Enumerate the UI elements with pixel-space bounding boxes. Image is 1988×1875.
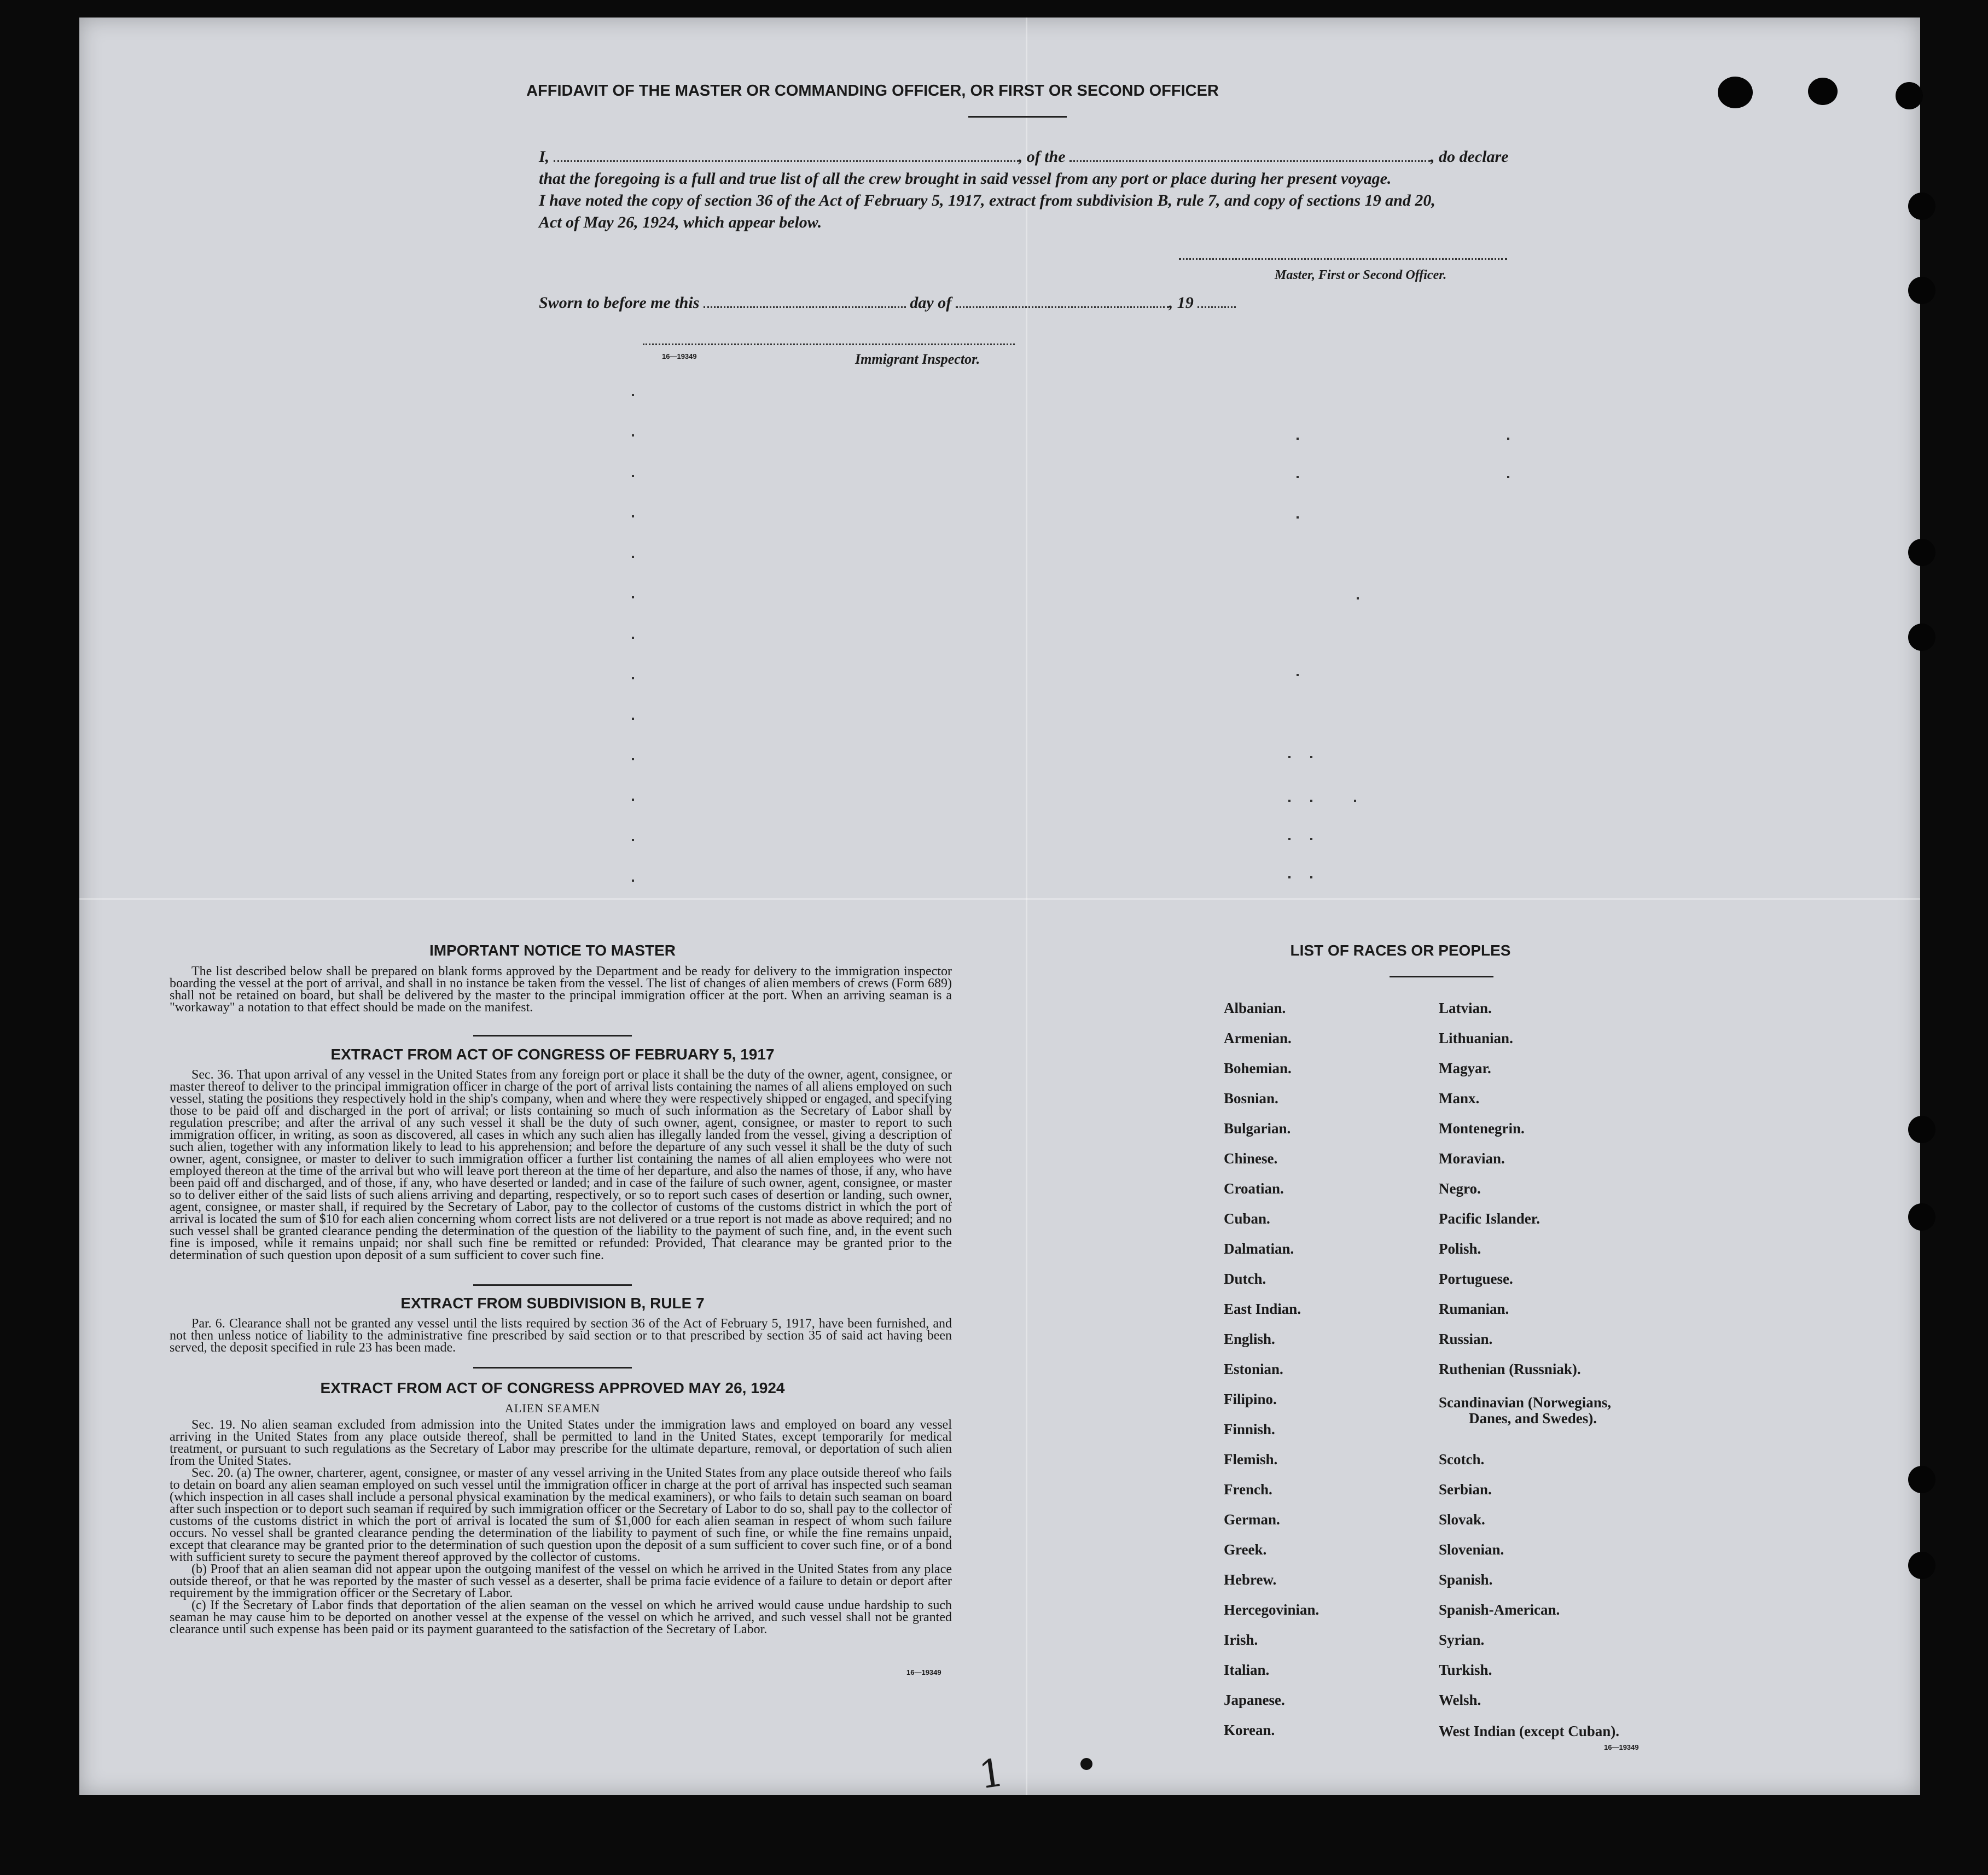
stray-mark — [1297, 674, 1299, 676]
stray-mark — [632, 799, 634, 801]
race-item: Turkish. — [1439, 1662, 1492, 1678]
punch-hole — [1908, 277, 1935, 304]
race-item: Pacific Islander. — [1439, 1210, 1540, 1227]
sworn-year-prefix: , 19 — [1169, 294, 1194, 312]
form-number-bottom-left: 16—19349 — [906, 1668, 941, 1676]
sworn-line — [539, 294, 1236, 312]
race-item: Chinese. — [1224, 1150, 1278, 1167]
stray-mark — [632, 758, 634, 760]
race-item: Ruthenian (Russniak). — [1439, 1361, 1581, 1377]
race-item: German. — [1224, 1511, 1280, 1528]
ink-blot — [1080, 1758, 1092, 1770]
extract-1917-body: Sec. 36. That upon arrival of any vessel in the United States from any foreign port or place it shall be the duty of the owner, agent, consignee, or master thereof to deliver to the principal immigration officer in charge of the port of arrival lists containing the names of all aliens employed on such vessel, stating the positions they respectively hold in the ship's company, when and where they were respectively shipped or engaged, and specifying those to be paid off and discharged in the port of arrival; or lists containing so much of such information as the Secretary of Labor shall by regulation prescribe; and after the arrival of any such vessel it shall be the duty of such owner, agent, consignee, or master to report to such immigration officer, in writing, as soon as discovered, all cases in which any such alien has illegally landed from the vessel, giving a description of such alien, together with any information likely to lead to his apprehension; and before the departure of any such vessel it shall be the duty of such owner, agent, consignee, or master to deliver to such immigration officer a further list containing the names of all alien employees who were not employed thereon at the time of the arrival but who will leave port thereon at the time of her departure, and also the names of those, if any, who have been paid off and discharged, and of those, if any, who have deserted or landed; and in case of the failure of such owner, agent, consignee, or master so to deliver either of the said lists of such aliens arriving and departing, respectively, or so to report such cases of desertion or landing, such owner, agent, consignee, or master shall, if required by the Secretary of Labor, pay to the collector of customs of the customs district in which the port of arrival is located the sum of $10 for each alien concerning whom correct lists are not delivered or a true report is not made as above required; and no such vessel shall be granted clearance pending the determination of the question of the liability to the payment of such fine, and, in the event such fine is imposed, while it remains unpaid; nor shall such fine be remitted or refunded: Provided, That clearance may be granted prior to the determination of such question upon deposit of a sum sufficient to cover such fine. — [170, 1068, 952, 1262]
signer-caption: Master, First or Second Officer. — [1275, 268, 1447, 282]
races-title: LIST OF RACES OR PEOPLES — [1290, 942, 1511, 959]
race-item: Greek. — [1224, 1541, 1267, 1558]
handwritten-mark: 1 — [976, 1750, 1007, 1798]
races-rule — [1390, 976, 1493, 977]
race-item: Bulgarian. — [1224, 1120, 1291, 1137]
race-item: Serbian. — [1439, 1481, 1492, 1498]
stray-mark — [632, 677, 634, 679]
line1-mid: , of the — [1018, 148, 1066, 166]
extract-1917-title: EXTRACT FROM ACT OF CONGRESS OF FEBRUARY 5, 1917 — [330, 1046, 775, 1063]
stray-mark — [1288, 838, 1291, 840]
race-item: Bohemian. — [1224, 1060, 1292, 1076]
punch-hole — [1908, 1552, 1935, 1579]
race-item: Lithuanian. — [1439, 1030, 1513, 1046]
punch-hole — [1896, 82, 1923, 109]
section-rule — [473, 1284, 632, 1286]
race-item: Finnish. — [1224, 1421, 1275, 1437]
sec-20b: (b) Proof that an alien seaman did not appear upon the outgoing manifest of the vessel on which he arrived in the United States from any place outside thereof, or that he was reported by the master of such vessel as a deserter, shall be prima facie evidence of a failure to detain or deport after requirement by the immigration officer or the Secretary of Labor. — [170, 1562, 952, 1600]
affidavit-title: AFFIDAVIT OF THE MASTER OR COMMANDING OFFICER, OR FIRST OR SECOND OFFICER — [526, 82, 1219, 100]
stray-mark — [632, 839, 634, 841]
race-item: Albanian. — [1224, 1000, 1286, 1016]
stray-mark — [632, 556, 634, 558]
stray-mark — [632, 637, 634, 639]
stray-mark — [632, 434, 634, 436]
master-signature-field[interactable] — [1179, 258, 1507, 260]
line1-suffix: , do declare — [1431, 148, 1509, 166]
stray-mark — [632, 475, 634, 477]
affidavit-line1 — [539, 148, 1508, 166]
inspector-signature-field[interactable] — [643, 343, 1015, 345]
section-rule — [473, 1367, 632, 1369]
race-item: Irish. — [1224, 1632, 1258, 1648]
race-item: Russian. — [1439, 1331, 1493, 1347]
form-number-bottom-right: 16—19349 — [1604, 1743, 1639, 1751]
race-item: Polish. — [1439, 1241, 1481, 1257]
stray-mark — [1297, 476, 1299, 478]
race-item: Moravian. — [1439, 1150, 1505, 1167]
race-item: French. — [1224, 1481, 1272, 1498]
race-item: Portuguese. — [1439, 1271, 1513, 1287]
race-item: Slovenian. — [1439, 1541, 1504, 1558]
sec-19: Sec. 19. No alien seaman excluded from admission into the United States under the immigration laws and employed on board any vessel arriving in the United States from any place outside thereof, shall be permitted to land in the United States, except temporarily for medical treatment, or pursuant to such regulations as the Secretary of Labor may prescribe for the ultimate departure, removal, or deportation of such alien from the United States. — [170, 1418, 952, 1468]
race-item: Japanese. — [1224, 1692, 1285, 1708]
notice-title: IMPORTANT NOTICE TO MASTER — [429, 942, 676, 959]
race-item: English. — [1224, 1331, 1275, 1347]
punch-hole — [1908, 1203, 1935, 1231]
race-item: Hercegovinian. — [1224, 1602, 1319, 1618]
race-item: Spanish. — [1439, 1571, 1493, 1588]
punch-hole — [1908, 1466, 1935, 1493]
fold-crease-horizontal — [79, 898, 1920, 900]
stray-mark — [1288, 800, 1291, 802]
punch-hole — [1908, 193, 1935, 220]
stray-mark — [1288, 756, 1291, 758]
race-item: Bosnian. — [1224, 1090, 1278, 1107]
race-item: Latvian. — [1439, 1000, 1492, 1016]
sec-20c: (c) If the Secretary of Labor finds that deportation of the alien seaman on the vessel on which he arrived would cause undue hardship to such seaman he may cause him to be deported on another vessel at the expense of the vessel on which he arrived, and such vessel shall not be granted clearance until such expense has been paid or its payment guaranteed to the satisfaction of the Secretary of Labor. — [170, 1598, 952, 1637]
race-item: Filipino. — [1224, 1391, 1277, 1407]
race-item: Spanish-American. — [1439, 1602, 1560, 1618]
race-item: Hebrew. — [1224, 1571, 1277, 1588]
race-item: Rumanian. — [1439, 1301, 1509, 1317]
extract-1924-body — [170, 1419, 952, 1635]
stray-mark — [632, 880, 634, 882]
race-item: Scandinavian (Norwegians, — [1439, 1394, 1612, 1411]
stray-mark — [1297, 438, 1299, 440]
race-item: Dutch. — [1224, 1271, 1266, 1287]
affidavit-line3: I have noted the copy of section 36 of the Act of February 5, 1917, extract from subdivision B, rule 7, and copy of sections 19 and 20, — [539, 191, 1435, 209]
stray-mark — [1507, 438, 1509, 440]
master-name-field[interactable] — [554, 155, 1019, 162]
sworn-day-field[interactable] — [704, 301, 906, 308]
inspector-caption: Immigrant Inspector. — [855, 351, 980, 367]
notice-body: The list described below shall be prepared on blank forms approved by the Department and be ready for delivery to the immigration inspector boarding the vessel at the port of arrival, and shall in no instance be taken from the vessel. The list of changes of alien members of crews (Form 689) shall not be retained on board, but shall be delivered by the master to the principal immigration officer at the port. When an arriving seaman is a "workaway" a notation to that effect should be made on the manifest. — [170, 964, 952, 1015]
sworn-prefix: Sworn to before me this — [539, 294, 700, 312]
race-item: Cuban. — [1224, 1210, 1270, 1227]
punch-hole — [1808, 78, 1838, 105]
race-item: Welsh. — [1439, 1692, 1481, 1708]
stray-mark — [1297, 516, 1299, 519]
stray-mark — [1310, 800, 1312, 802]
punch-hole — [1908, 539, 1935, 566]
stray-mark — [632, 596, 634, 598]
race-item: Negro. — [1439, 1180, 1481, 1197]
rule-7-body: Par. 6. Clearance shall not be granted any vessel until the lists required by section 36 of the Act of February 5, 1917, have been furnished, and not then unless notice of liability to the administrative fine prescribed by said section or to that prescribed by section 35 of said act having been served, the deposit specified in rule 23 has been made. — [170, 1317, 952, 1355]
race-item: Danes, and Swedes). — [1469, 1410, 1597, 1426]
stray-mark — [1507, 476, 1509, 478]
affidavit-line4: Act of May 26, 1924, which appear below. — [539, 213, 822, 231]
sworn-year-field[interactable] — [1198, 301, 1236, 308]
sworn-mid: day of — [910, 294, 952, 312]
form-number-top: 16—19349 — [662, 352, 697, 360]
race-item: Armenian. — [1224, 1030, 1292, 1046]
stray-mark — [1357, 597, 1359, 599]
stray-mark — [632, 394, 634, 396]
race-item: Estonian. — [1224, 1361, 1283, 1377]
race-item: Korean. — [1224, 1722, 1275, 1738]
sworn-month-field[interactable] — [956, 301, 1169, 308]
stray-mark — [1310, 876, 1312, 878]
line1-prefix: I, — [539, 148, 550, 166]
race-item: Slovak. — [1439, 1511, 1485, 1528]
title-rule — [968, 116, 1067, 118]
stray-mark — [1310, 756, 1312, 758]
punch-hole — [1908, 1116, 1935, 1143]
extract-1924-title: EXTRACT FROM ACT OF CONGRESS APPROVED MAY 26, 1924 — [320, 1379, 785, 1396]
punch-hole — [1718, 77, 1753, 108]
section-rule — [473, 1035, 632, 1037]
extract-1924-subtitle: ALIEN SEAMEN — [505, 1401, 600, 1415]
vessel-name-field[interactable] — [1069, 155, 1431, 162]
sec-20a: Sec. 20. (a) The owner, charterer, agent, consignee, or master of any vessel arriving in the United States from any place outside thereof who fails to detain on board any alien seaman employed on such vessel until the immigration officer in charge at the port of arrival has inspected such seaman (which inspection in all cases shall include a personal physical examination by the medical examiners), or who fails to detain such seaman on board after such inspection or to deport such seaman if required by such immigration officer or the Secretary of Labor to do so, shall pay to the collector of customs of the customs district in which the port of arrival is located the sum of $1,000 for each alien seaman in respect of whom such failure occurs. No vessel shall be granted clearance pending the determination of the liability to payment of such fine, or while the fine remains unpaid, except that clearance may be granted prior to the determination of such question upon the deposit of a sum sufficient to cover such fine, or of a bond with sufficient surety to secure the payment thereof approved by the collector of customs. — [170, 1466, 952, 1564]
stray-mark — [1354, 800, 1356, 802]
race-item: Italian. — [1224, 1662, 1270, 1678]
race-item: Dalmatian. — [1224, 1241, 1294, 1257]
race-item: Montenegrin. — [1439, 1120, 1525, 1137]
race-item: Scotch. — [1439, 1451, 1485, 1468]
stray-mark — [1310, 838, 1312, 840]
race-item: East Indian. — [1224, 1301, 1301, 1317]
punch-hole — [1908, 624, 1935, 651]
race-item: Croatian. — [1224, 1180, 1284, 1197]
affidavit-line2: that the foregoing is a full and true list of all the crew brought in said vessel from any port or place during her present voyage. — [539, 170, 1392, 188]
race-item: West Indian (except Cuban). — [1439, 1723, 1620, 1739]
race-item: Manx. — [1439, 1090, 1480, 1107]
stray-mark — [632, 718, 634, 720]
race-item: Syrian. — [1439, 1632, 1485, 1648]
race-item: Magyar. — [1439, 1060, 1491, 1076]
form-sheet — [79, 18, 1920, 1798]
fold-crease-vertical — [1026, 18, 1027, 1795]
race-item: Flemish. — [1224, 1451, 1278, 1468]
rule-7-title: EXTRACT FROM SUBDIVISION B, RULE 7 — [400, 1295, 705, 1312]
stray-mark — [1288, 876, 1291, 878]
stray-mark — [632, 515, 634, 517]
